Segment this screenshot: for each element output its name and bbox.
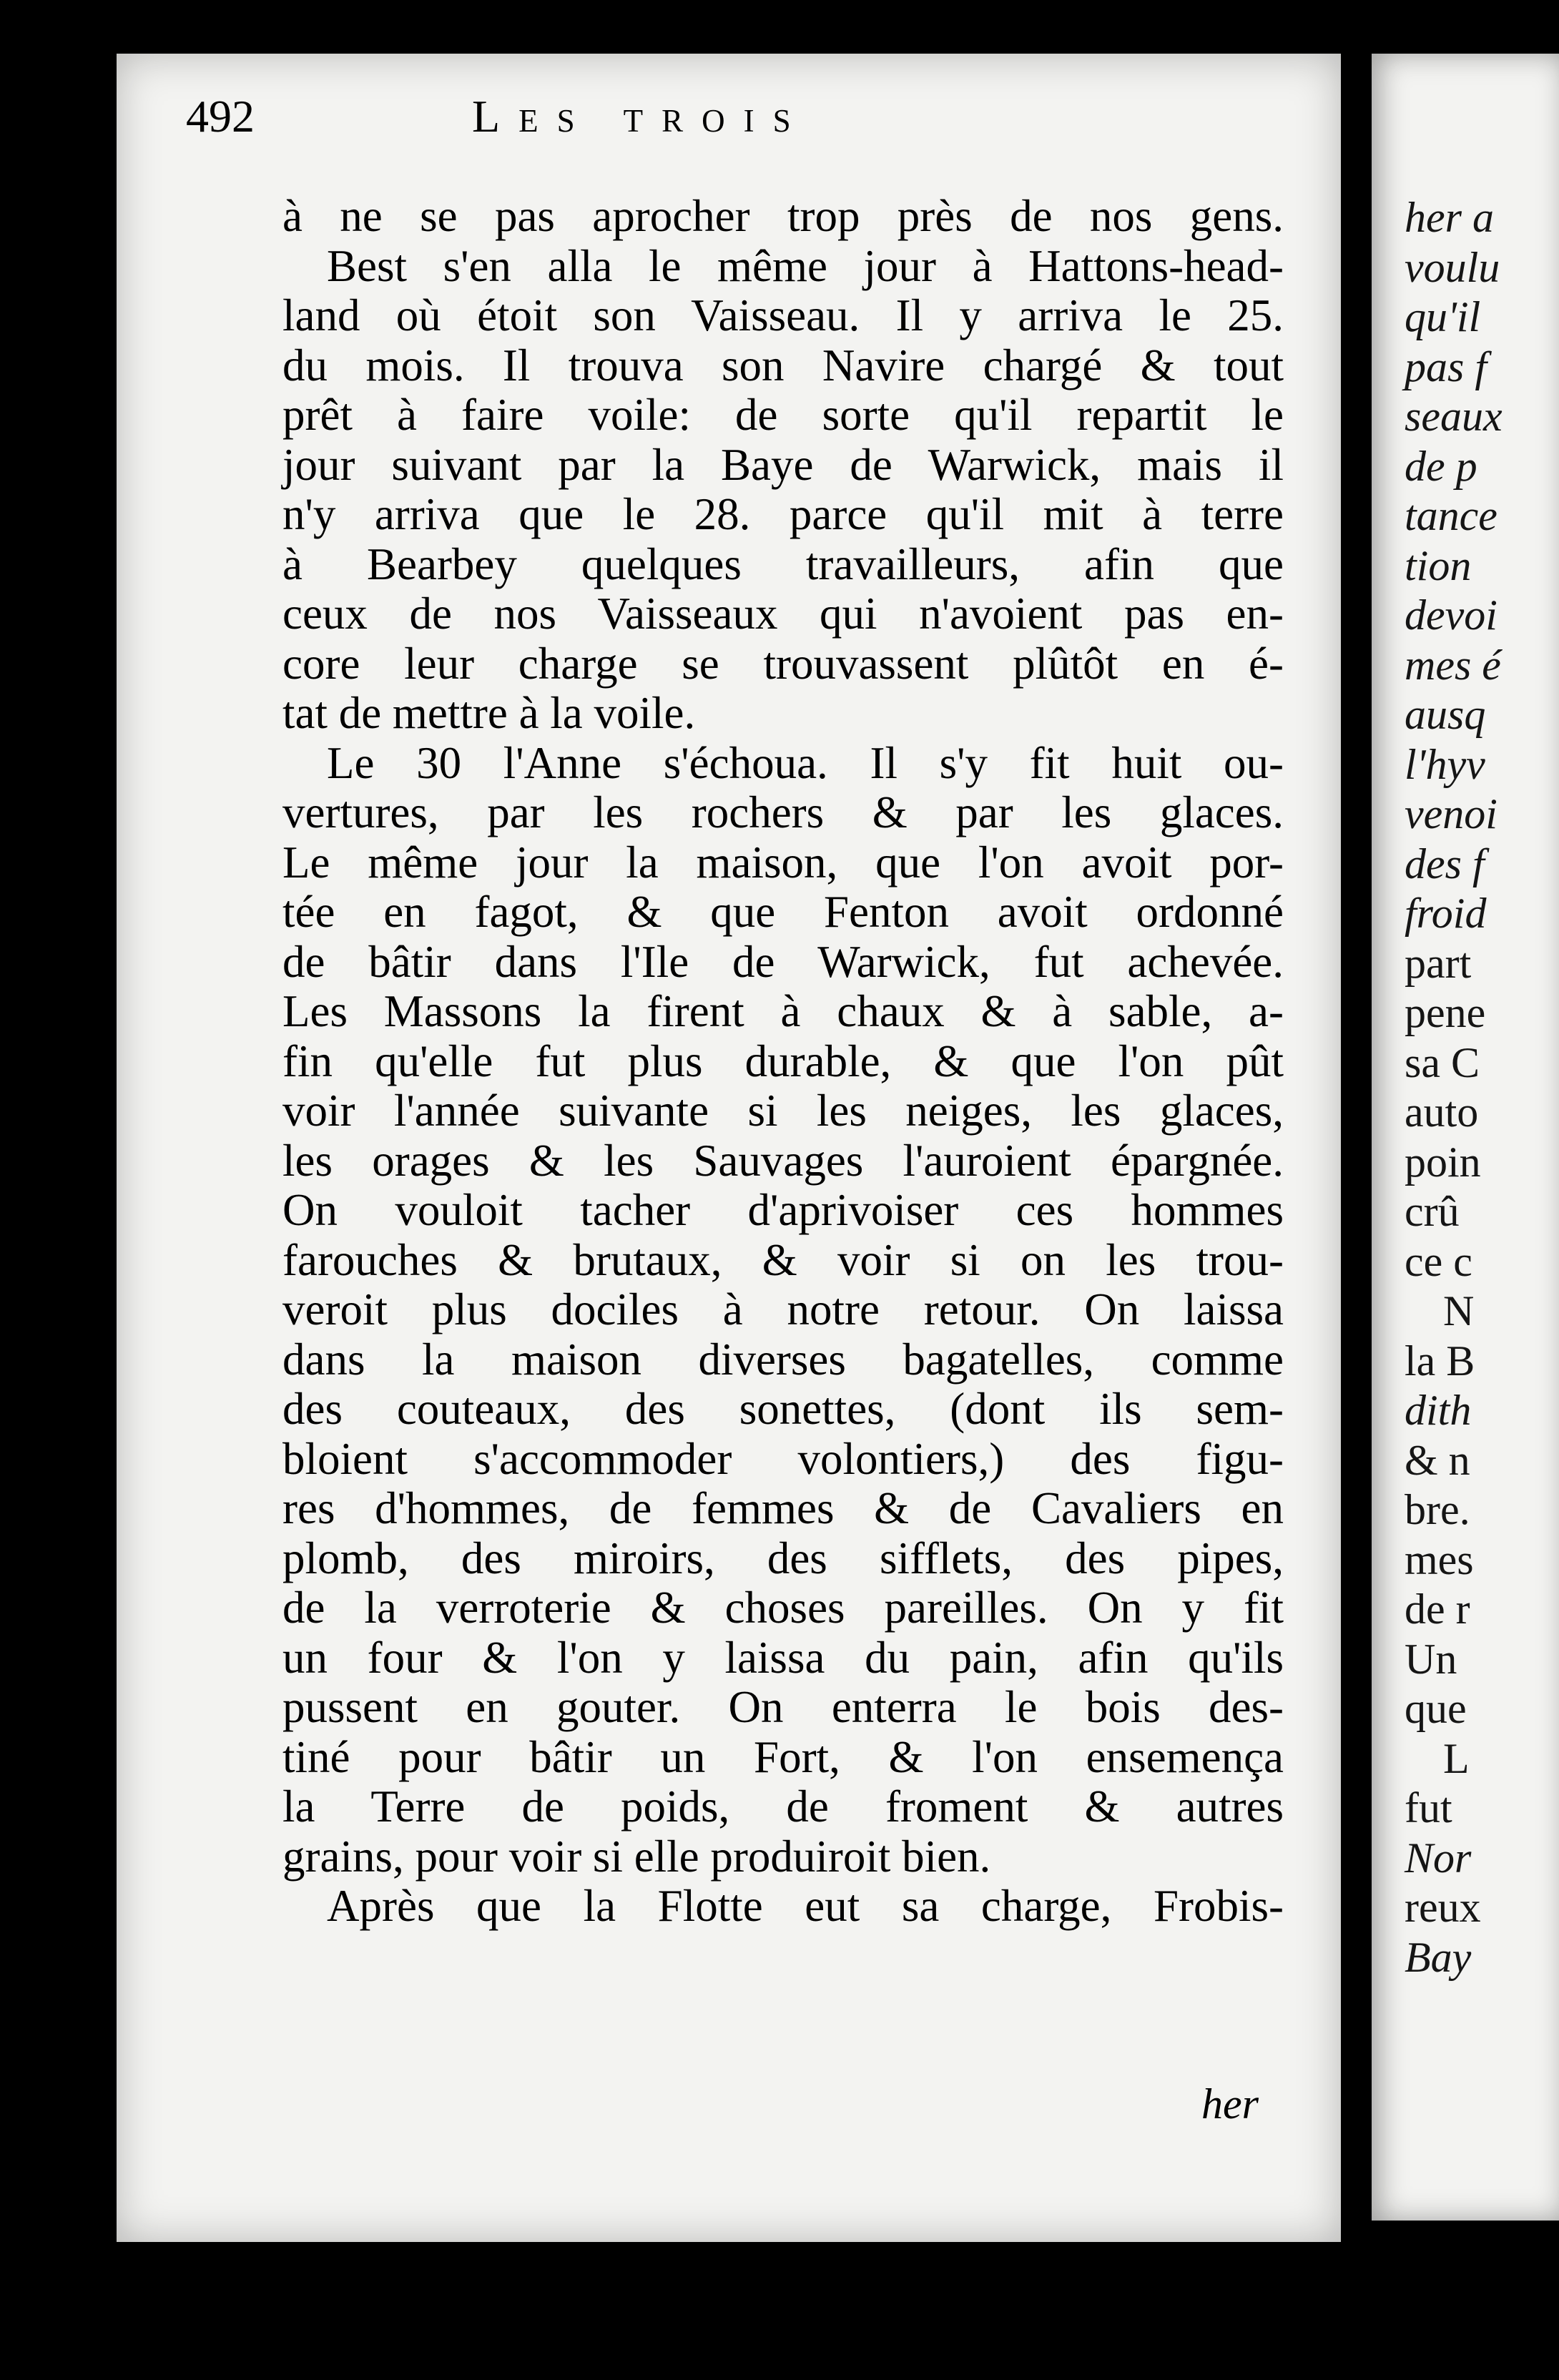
text-line: res d'hommes, de femmes & de Cavaliers en bbox=[282, 1483, 1284, 1533]
text-line: de bâtir dans l'Ile de Warwick, fut achevée. bbox=[282, 936, 1284, 987]
right-line: reux bbox=[1405, 1884, 1481, 1931]
text-line: tiné pour bâtir un Fort, & l'on ensemença bbox=[282, 1731, 1284, 1782]
text-line: ceux de nos Vaisseaux qui n'avoient pas en- bbox=[282, 589, 1284, 639]
right-line: seaux bbox=[1405, 393, 1503, 440]
text-line: Après que la Flotte eut sa charge, Frobis- bbox=[327, 1881, 1284, 1931]
text-line: core leur charge se trouvassent plûtôt en é- bbox=[282, 638, 1284, 689]
right-line: devoi bbox=[1405, 591, 1497, 639]
text-line: On vouloit tacher d'aprivoiser ces hommes bbox=[282, 1185, 1284, 1235]
catchword: her bbox=[1201, 2080, 1259, 2128]
text-line: n'y arriva que le 28. parce qu'il mit à terre bbox=[282, 489, 1284, 539]
page-header bbox=[186, 84, 1259, 149]
text-line: dans la maison diverses bagatelles, comme bbox=[282, 1334, 1284, 1385]
text-line: à Bearbey quelques travailleurs, afin que bbox=[282, 539, 1284, 589]
right-line: tance bbox=[1405, 492, 1497, 539]
right-line: voulu bbox=[1405, 243, 1500, 291]
right-line: pene bbox=[1405, 989, 1486, 1036]
right-page bbox=[1372, 54, 1559, 2221]
right-line: poin bbox=[1405, 1138, 1481, 1186]
text-line: la Terre de poids, de froment & autres bbox=[282, 1781, 1284, 1831]
text-line: voir l'année suivante si les neiges, les glaces, bbox=[282, 1086, 1284, 1136]
text-line: Le 30 l'Anne s'échoua. Il s'y fit huit ou- bbox=[327, 737, 1284, 788]
right-line: des f bbox=[1405, 840, 1485, 887]
right-line: Nor bbox=[1405, 1834, 1472, 1882]
text-line: fin qu'elle fut plus durable, & que l'on pût bbox=[282, 1036, 1284, 1086]
text-line: farouches & brutaux, & voir si on les trou- bbox=[282, 1234, 1284, 1285]
right-page-text bbox=[1372, 193, 1503, 1982]
right-line: fut bbox=[1405, 1784, 1452, 1831]
right-line: part bbox=[1405, 939, 1472, 987]
right-line: l'hyv bbox=[1405, 740, 1485, 788]
right-line: pas f bbox=[1405, 343, 1487, 390]
right-line: la B bbox=[1405, 1337, 1475, 1385]
right-line: venoi bbox=[1405, 790, 1497, 837]
right-line: her a bbox=[1405, 194, 1494, 241]
text-line: des couteaux, des sonettes, (dont ils sem- bbox=[282, 1384, 1284, 1434]
text-line: pussent en gouter. On enterra le bois des- bbox=[282, 1682, 1284, 1732]
right-line: N bbox=[1443, 1287, 1475, 1334]
main-text bbox=[282, 192, 1284, 1932]
page-number: 492 bbox=[186, 91, 255, 142]
right-line: sa C bbox=[1405, 1038, 1480, 1086]
right-line: de p bbox=[1405, 442, 1477, 490]
text-line: du mois. Il trouva son Navire chargé & tout bbox=[282, 340, 1284, 390]
right-line: Un bbox=[1405, 1635, 1457, 1683]
text-line: tée en fagot, & que Fenton avoit ordonné bbox=[282, 887, 1284, 937]
right-line: mes é bbox=[1405, 641, 1501, 689]
right-line: ausq bbox=[1405, 691, 1486, 738]
running-head: Les trois bbox=[472, 91, 810, 142]
right-line: & n bbox=[1405, 1436, 1470, 1484]
text-line: tat de mettre à la voile. bbox=[282, 688, 696, 738]
text-line: prêt à faire voile: de sorte qu'il repartit le bbox=[282, 390, 1284, 440]
text-line: les orages & les Sauvages l'auroient épargnée. bbox=[282, 1135, 1284, 1186]
right-line: qu'il bbox=[1405, 293, 1481, 340]
right-line: dith bbox=[1405, 1387, 1472, 1434]
right-line: froid bbox=[1405, 890, 1487, 937]
text-line: Best s'en alla le même jour à Hattons-head- bbox=[327, 240, 1284, 291]
text-line: grains, pour voir si elle produiroit bien. bbox=[282, 1831, 991, 1882]
right-line: de r bbox=[1405, 1585, 1470, 1633]
right-line: tion bbox=[1405, 541, 1472, 589]
text-line: bloient s'accommoder volontiers,) des figu- bbox=[282, 1433, 1284, 1484]
text-line: jour suivant par la Baye de Warwick, mais il bbox=[282, 439, 1284, 490]
text-line: vertures, par les rochers & par les glaces. bbox=[282, 787, 1284, 837]
text-line: de la verroterie & choses pareilles. On y fit bbox=[282, 1583, 1284, 1633]
text-line: plomb, des miroirs, des sifflets, des pipes, bbox=[282, 1533, 1284, 1583]
right-line: crû bbox=[1405, 1188, 1460, 1235]
right-line: que bbox=[1405, 1685, 1467, 1732]
right-line: ce c bbox=[1405, 1237, 1472, 1285]
text-line: un four & l'on y laissa du pain, afin qu'ils bbox=[282, 1632, 1284, 1683]
right-line: auto bbox=[1405, 1088, 1479, 1136]
text-line: Les Massons la firent à chaux & à sable, a- bbox=[282, 986, 1284, 1036]
text-line: à ne se pas aprocher trop près de nos gens. bbox=[282, 191, 1284, 241]
text-line: Le même jour la maison, que l'on avoit por- bbox=[282, 837, 1284, 887]
right-line: mes bbox=[1405, 1535, 1474, 1583]
right-line: Bay bbox=[1405, 1933, 1472, 1981]
text-line: land où étoit son Vaisseau. Il y arriva le 25. bbox=[282, 290, 1284, 340]
right-line: bre. bbox=[1405, 1486, 1470, 1533]
text-line: veroit plus dociles à notre retour. On laissa bbox=[282, 1284, 1284, 1334]
right-line: L bbox=[1443, 1734, 1470, 1782]
